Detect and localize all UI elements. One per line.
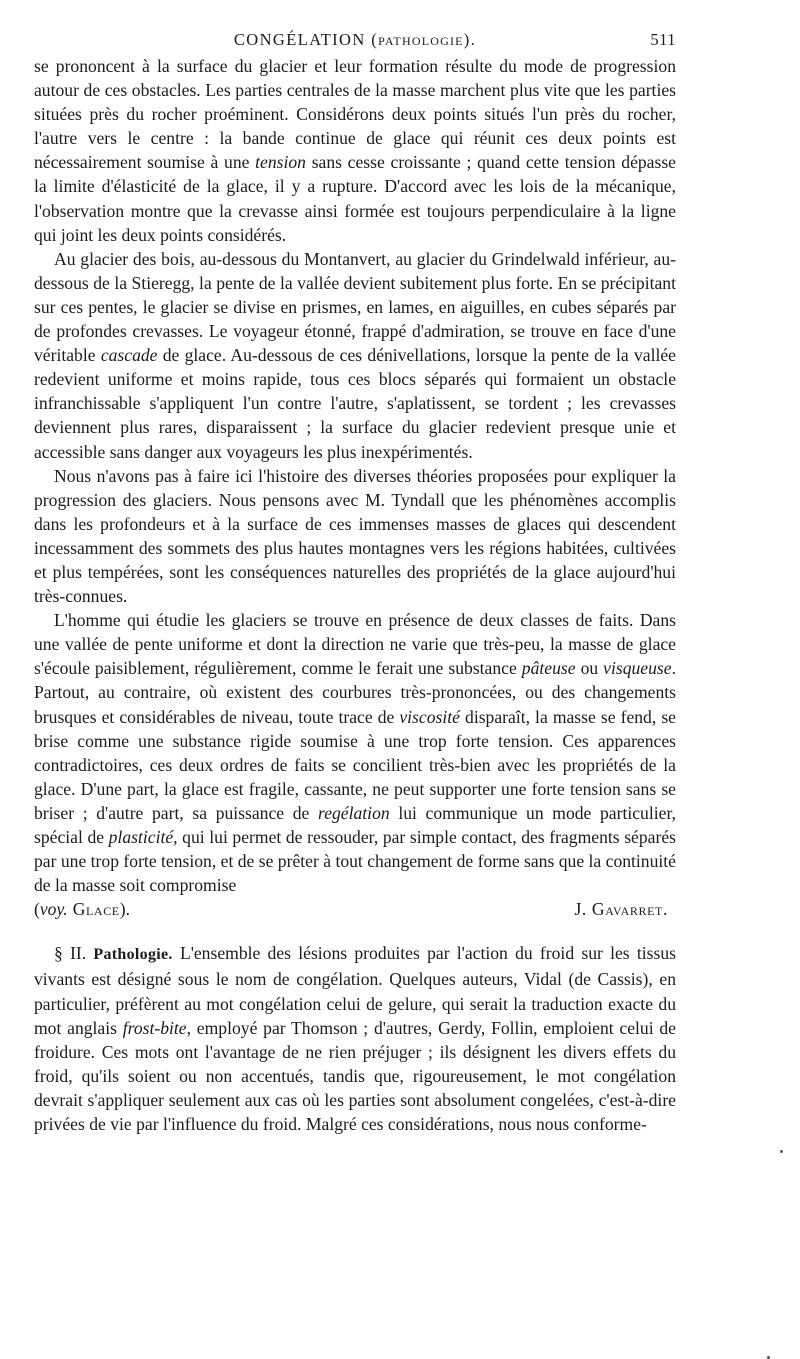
body-text	[34, 54, 676, 1136]
book-page	[34, 28, 676, 1136]
paragraph-2-end: de glace. Au-dessous de ces dénivellations, lorsque la pente de la vallée redevient uniforme et moins rapide, tous ces blocs séparés qui formaient un obstacle infranchissable s'appliquent l'un contre l'autre, s'aplatissent, se tordent ; les crevasses deviennent plus rares, disparaissent ; la surface du glacier redevient presque unie et accessible sans danger aux voyageurs les plus inexpérimentés.	[34, 345, 676, 462]
paragraph-1-text: se prononcent à la surface du glacier et leur formation résulte du mode de progression autour de ces obstacles. Les parties centrales de la masse marchent plus vite que les parties situées près du rocher proéminent. Considérons deux points situés l'un près du rocher, l'autre vers le centre : la bande continue de glace qui réunit ces deux points est nécessairement soumise à une	[34, 56, 676, 173]
running-title-sub: PATHOLOGIE	[378, 34, 464, 48]
paragraph-5-end: , employé par Thomson ; d'autres, Gerdy, Follin, emploient celui de froidure. Ces mots ont l'avantage de ne rien préjuger ; ils désignent les divers effets du froid, qu'ils soient ou non accentués, tandis que, rigoureusement, le mot congélation devrait s'appliquer seulement aux cas où les parties sont absolument congelées, c'est-à-dire privées de vie par l'influence du froid. Malgré ces considérations, nous nous conforme-	[34, 1017, 676, 1135]
running-title-paren-close: ).	[463, 30, 477, 49]
author-signature: J. Gavarret.	[574, 899, 668, 920]
paragraph-3	[34, 464, 676, 609]
cross-reference-close: ).	[119, 899, 131, 920]
term-visqueuse: visqueuse	[603, 658, 672, 679]
term-regelation: regélation	[318, 802, 390, 823]
cross-reference-word: Glace	[67, 899, 120, 920]
paragraph-4-d: disparaît, la masse se fend, se brise comme une substance rigide soumise à une trop forte tension. Ces apparences contradictoires, ces deux ordres de faits se concilient très-bien avec les propriétés de la glace. D'une part, la glace est fragile, cassante, ne peut supporter une forte tension sans se briser ; d'autre part, sa puissance de	[34, 706, 676, 823]
cross-reference	[34, 897, 130, 921]
paragraph-4-f: , qui lui permet de ressouder, par simple contact, des fragments séparés par une trop forte tension, et de se prêter à tout changement de forme sans que la continuité de la masse soit compromise	[34, 827, 676, 896]
paragraph-5	[34, 941, 676, 1136]
paragraph-4-a: L'homme qui étudie les glaciers se trouve en présence de deux classes de faits. Dans une vallée de pente uniforme et dont la direction ne varie que très-peu, la masse de glace s'écoule paisiblement, régulièrement, comme le ferait une substance	[34, 610, 676, 679]
paragraph-2	[34, 247, 676, 464]
section-title: Pathologie.	[93, 946, 173, 964]
paragraph-2-text: Au glacier des bois, au-dessous du Montanvert, au glacier du Grindelwald inférieur, au-dessous de la Stieregg, la pente de la vallée devient subitement plus forte. En se précipitant sur ces pentes, le glacier se divise en prismes, en lames, en aiguilles, en cubes séparés par de profondes crevasses. Le voyageur étonné, frappé d'admiration, se trouve en face d'une véritable	[34, 248, 676, 366]
print-speck	[780, 1150, 783, 1153]
paragraph-4	[34, 608, 676, 897]
page-number: 511	[650, 30, 676, 49]
section-gap	[34, 921, 676, 941]
running-title	[34, 30, 676, 50]
term-pateuse: pâteuse	[521, 658, 576, 679]
running-header	[34, 28, 676, 54]
paragraph-1-end: sans cesse croissante ; quand cette tension dépasse la limite d'élasticité de la glace, il y a rupture. D'accord avec les lois de la mécanique, l'observation montre que la crevasse ainsi formée est toujours perpendiculaire à la ligne qui joint les deux points considérés.	[34, 152, 676, 245]
cross-reference-open: (	[34, 899, 40, 920]
term-cascade: cascade	[100, 345, 158, 366]
paragraph-4-c: . Partout, au contraire, où existent des courbures très-prononcées, ou des changements brusques et considérables de niveau, toute trace de	[34, 658, 676, 727]
paragraph-4-b: ou	[580, 658, 599, 679]
term-tension: tension	[255, 152, 306, 173]
paragraph-5-text: L'ensemble des lésions produites par l'action du froid sur les tissus vivants est désigné sous le nom de congélation. Quelques auteurs, Vidal (de Cassis), en particulier, préfèrent au mot congélation celui de gelure, qui serait la traduction exacte du mot anglais	[34, 943, 676, 1038]
reference-signature-line	[34, 897, 676, 921]
paragraph-4-e: lui communique un mode particulier, spécial de	[34, 802, 676, 847]
term-viscosite: viscosité	[399, 706, 460, 727]
running-title-paren-open: (	[365, 30, 379, 49]
cross-reference-voy: voy.	[39, 899, 68, 920]
paragraph-3-text: Nous n'avons pas à faire ici l'histoire des diverses théories proposées pour expliquer la progression des glaciers. Nous pensons avec M. Tyndall que les phénomènes accomplis dans les profondeurs et à la surface de ces immenses masses de glaces qui descendent incessamment des sommets des plus hautes montagnes vers les régions habitées, cultivées et plus tempérées, sont les conséquences naturelles des propriétés de la glace aujourd'hui très-connues.	[34, 465, 676, 607]
term-plasticite: plasticité	[108, 827, 174, 847]
running-title-main: CONGÉLATION	[233, 30, 366, 49]
term-frost-bite: frost-bite	[122, 1017, 187, 1038]
section-number: § II.	[54, 943, 87, 964]
paragraph-1	[34, 54, 676, 247]
